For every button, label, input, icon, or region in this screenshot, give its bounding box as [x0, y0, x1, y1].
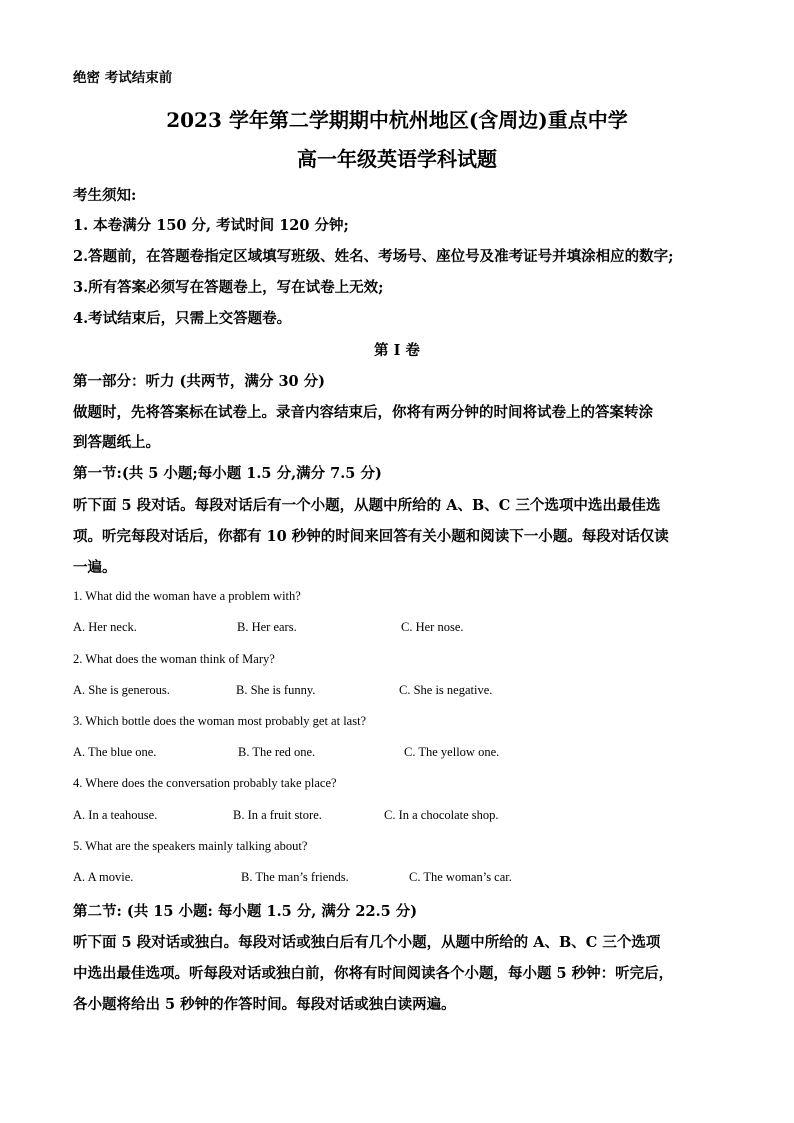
section2-instruction-line: 各小题将给出 5 秒钟的作答时间。每段对话或独白读两遍。 [73, 996, 456, 1013]
option-b: B. Her ears. [237, 620, 297, 634]
section1-heading: 第一节:(共 5 小题;每小题 1.5 分,满分 7.5 分) [73, 465, 382, 482]
option-c: C. The woman’s car. [409, 870, 512, 884]
option-b: B. The man’s friends. [241, 870, 349, 884]
question-stem: 2. What does the woman think of Mary? [73, 652, 275, 666]
option-a: A. She is generous. [73, 683, 170, 697]
notice-heading: 考生须知: [73, 187, 137, 204]
option-b: B. She is funny. [236, 683, 316, 697]
notice-item-1: 1. 本卷满分 150 分, 考试时间 120 分钟; [73, 217, 349, 234]
option-b: B. In a fruit store. [233, 808, 322, 822]
section2-instruction-line: 听下面 5 段对话或独白。每段对话或独白后有几个小题，从题中所给的 A、B、C 三个选项 [73, 934, 661, 951]
option-c: C. Her nose. [401, 620, 464, 634]
exam-title: 2023 学年第二学期期中杭州地区(含周边)重点中学 [166, 108, 628, 132]
volume-label: 第 I 卷 [374, 342, 420, 359]
notice-item-2: 2.答题前，在答题卷指定区域填写班级、姓名、考场号、座位号及准考证号并填涂相应的数字; [73, 248, 674, 265]
part1-instruction-line: 做题时，先将答案标在试卷上。录音内容结束后，你将有两分钟的时间将试卷上的答案转涂 [73, 404, 653, 421]
part1-instruction-line: 到答题纸上。 [73, 434, 160, 451]
option-a: A. The blue one. [73, 745, 157, 759]
option-a: A. In a teahouse. [73, 808, 158, 822]
option-b: B. The red one. [238, 745, 316, 759]
option-c: C. She is negative. [399, 683, 493, 697]
option-c: C. In a chocolate shop. [384, 808, 499, 822]
section1-instruction-line: 项。听完每段对话后，你都有 10 秒钟的时间来回答有关小题和阅读下一小题。每段对话仅读 [73, 528, 669, 545]
section1-instruction-line: 听下面 5 段对话。每段对话后有一个小题，从题中所给的 A、B、C 三个选项中选出最佳选 [73, 497, 661, 514]
question-stem: 5. What are the speakers mainly talking about? [73, 839, 308, 853]
notice-item-3: 3.所有答案必须写在答题卷上，写在试卷上无效; [73, 279, 384, 296]
section2-instruction-line: 中选出最佳选项。听每段对话或独白前，你将有时间阅读各个小题，每小题 5 秒钟：听完后， [73, 965, 674, 982]
question-stem: 3. Which bottle does the woman most probably get at last? [73, 714, 367, 728]
option-a: A. A movie. [73, 870, 134, 884]
option-a: A. Her neck. [73, 620, 137, 634]
exam-subtitle: 高一年级英语学科试题 [297, 147, 497, 171]
question-stem: 4. Where does the conversation probably take place? [73, 776, 337, 790]
confidential-label: 绝密 考试结束前 [73, 70, 173, 86]
section2-heading: 第二节: (共 15 小题: 每小题 1.5 分, 满分 22.5 分) [73, 903, 418, 920]
notice-item-4: 4.考试结束后，只需上交答题卷。 [73, 310, 292, 327]
question-stem: 1. What did the woman have a problem with? [73, 589, 301, 603]
section1-instruction-line: 一遍。 [73, 559, 117, 576]
option-c: C. The yellow one. [404, 745, 500, 759]
part1-heading: 第一部分：听力 (共两节，满分 30 分) [73, 373, 326, 390]
